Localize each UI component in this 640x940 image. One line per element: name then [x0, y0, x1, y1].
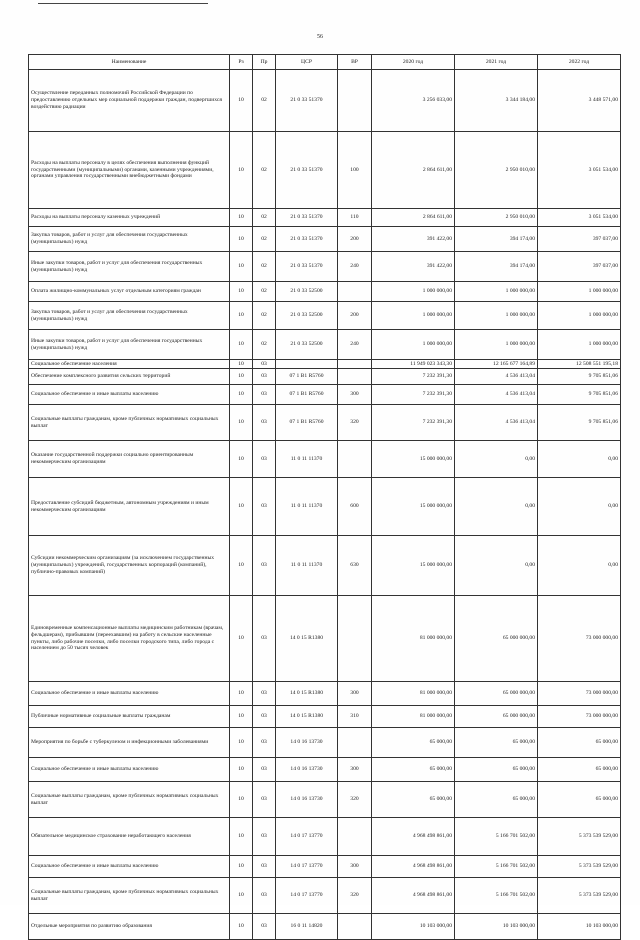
row-vr: [338, 728, 372, 758]
row-amount-2022: 12 508 551 195,18: [538, 360, 621, 369]
row-pr: 03: [253, 706, 276, 728]
header-cell-2021: 2021 год: [455, 55, 538, 70]
row-name: Закупка товаров, работ и услуг для обеспечения государственных (муниципальных) нужд: [29, 302, 230, 330]
row-csr: 14 0 17 13770: [276, 878, 338, 914]
row-amount-2021: 5 166 701 502,00: [455, 818, 538, 856]
row-amount-2020: 65 000,00: [372, 758, 455, 782]
row-csr: 16 0 11 14820: [276, 914, 338, 940]
row-amount-2021: 3 344 184,00: [455, 70, 538, 132]
row-pr: 03: [253, 818, 276, 856]
table-row: [29, 536, 621, 596]
row-amount-2021: 1 000 000,00: [455, 330, 538, 360]
row-pr: 03: [253, 369, 276, 385]
table-row: [29, 596, 621, 682]
row-amount-2021: 394 174,00: [455, 252, 538, 282]
row-vr: [338, 369, 372, 385]
row-name: Иные закупки товаров, работ и услуг для обеспечения государственных (муниципальных) нужд: [29, 330, 230, 360]
row-csr: 14 0 16 13730: [276, 728, 338, 758]
row-name: Социальные выплаты гражданам, кроме публичных нормативных социальных выплат: [29, 782, 230, 818]
row-amount-2020: 81 000 000,00: [372, 682, 455, 706]
row-vr: 630: [338, 536, 372, 596]
page-number: 56: [317, 34, 323, 40]
table-row: [29, 914, 621, 940]
row-pr: 03: [253, 856, 276, 878]
row-amount-2021: 4 536 413,04: [455, 405, 538, 441]
top-rule: [38, 3, 208, 4]
row-rz: 10: [230, 441, 253, 478]
row-amount-2021: 4 536 413,04: [455, 385, 538, 405]
row-name: Мероприятия по борьбе с туберкулезом и инфекционными заболеваниями: [29, 728, 230, 758]
row-csr: 14 0 16 13730: [276, 758, 338, 782]
row-amount-2020: 4 968 498 861,00: [372, 878, 455, 914]
row-rz: 10: [230, 302, 253, 330]
row-name: Предоставление субсидий бюджетным, автономным учреждениям и иным некоммерческим организациям: [29, 478, 230, 536]
header-cell-vr: ВР: [338, 55, 372, 70]
row-csr: 11 0 11 11370: [276, 478, 338, 536]
header-row: [29, 55, 621, 70]
row-amount-2021: 2 950 010,00: [455, 132, 538, 209]
table-row: [29, 441, 621, 478]
row-vr: 320: [338, 405, 372, 441]
row-csr: 07 1 B1 R5760: [276, 385, 338, 405]
row-rz: 10: [230, 818, 253, 856]
row-amount-2020: 11 949 023 343,30: [372, 360, 455, 369]
row-vr: [338, 914, 372, 940]
row-amount-2021: 5 166 701 502,00: [455, 878, 538, 914]
row-rz: 10: [230, 385, 253, 405]
table-row: [29, 405, 621, 441]
row-vr: [338, 282, 372, 302]
header-cell-name: Наименование: [29, 55, 230, 70]
header-cell-rz: Рз: [230, 55, 253, 70]
row-pr: 02: [253, 70, 276, 132]
row-name: Обеспечение комплексного развития сельских территорий: [29, 369, 230, 385]
row-rz: 10: [230, 252, 253, 282]
row-rz: 10: [230, 728, 253, 758]
row-amount-2020: 81 000 000,00: [372, 596, 455, 682]
row-csr: 21 0 33 52500: [276, 302, 338, 330]
row-amount-2020: 7 232 391,30: [372, 405, 455, 441]
row-vr: 100: [338, 132, 372, 209]
row-vr: 240: [338, 330, 372, 360]
row-csr: 14 0 16 13730: [276, 782, 338, 818]
row-rz: 10: [230, 856, 253, 878]
row-amount-2021: 12 165 677 164,89: [455, 360, 538, 369]
table-row: [29, 478, 621, 536]
row-csr: 11 0 11 11370: [276, 536, 338, 596]
row-name: Социальное обеспечение и иные выплаты населению: [29, 682, 230, 706]
row-rz: 10: [230, 132, 253, 209]
row-rz: 10: [230, 282, 253, 302]
table-row: [29, 132, 621, 209]
row-amount-2022: 65 000,00: [538, 728, 621, 758]
row-amount-2021: 1 000 000,00: [455, 302, 538, 330]
row-pr: 02: [253, 209, 276, 227]
row-vr: [338, 818, 372, 856]
budget-table: [28, 54, 621, 940]
row-csr: 21 0 33 52500: [276, 282, 338, 302]
table-body: [29, 70, 621, 940]
row-pr: 03: [253, 385, 276, 405]
row-pr: 03: [253, 782, 276, 818]
row-amount-2022: 1 000 000,00: [538, 282, 621, 302]
row-amount-2020: 15 000 000,00: [372, 536, 455, 596]
row-name: Осуществление переданных полномочий Российской Федерации по предоставлению отдельных мер социальной поддержки граждан, подвергшихся воздействию радиации: [29, 70, 230, 132]
table-row: [29, 818, 621, 856]
row-csr: 07 1 B1 R5760: [276, 369, 338, 385]
row-name: Публичные нормативные социальные выплаты гражданам: [29, 706, 230, 728]
row-amount-2020: 65 000,00: [372, 782, 455, 818]
row-amount-2021: 65 000,00: [455, 782, 538, 818]
row-amount-2020: 15 000 000,00: [372, 478, 455, 536]
table-row: [29, 782, 621, 818]
header-cell-2020: 2020 год: [372, 55, 455, 70]
row-pr: 02: [253, 227, 276, 252]
table-row: [29, 209, 621, 227]
row-name: Единовременные компенсационные выплаты медицинским работникам (врачам, фельдшерам), прибывшим (переехавшим) на работу в сельские населенные пункты, либо рабочие поселки, либо поселки городского типа, либо города с населением до 50 тысяч человек: [29, 596, 230, 682]
row-amount-2022: 0,00: [538, 478, 621, 536]
row-vr: 300: [338, 385, 372, 405]
row-vr: 310: [338, 706, 372, 728]
row-amount-2022: 9 705 851,06: [538, 385, 621, 405]
row-csr: 07 1 B1 R5760: [276, 405, 338, 441]
row-amount-2021: 0,00: [455, 536, 538, 596]
row-csr: 14 0 15 R1380: [276, 596, 338, 682]
row-csr: 21 0 33 51370: [276, 70, 338, 132]
row-vr: [338, 70, 372, 132]
row-amount-2020: 65 000,00: [372, 728, 455, 758]
row-amount-2020: 15 000 000,00: [372, 441, 455, 478]
row-rz: 10: [230, 330, 253, 360]
row-name: Оказание государственной поддержки социально ориентированным некоммерческим организациям: [29, 441, 230, 478]
row-amount-2022: 0,00: [538, 536, 621, 596]
row-amount-2022: 3 051 534,00: [538, 209, 621, 227]
header-cell-2022: 2022 год: [538, 55, 621, 70]
row-name: Оплата жилищно-коммунальных услуг отдельным категориям граждан: [29, 282, 230, 302]
row-csr: 21 0 33 51370: [276, 132, 338, 209]
header-cell-pr: Пр: [253, 55, 276, 70]
row-amount-2020: 81 000 000,00: [372, 706, 455, 728]
row-amount-2022: 65 000,00: [538, 758, 621, 782]
row-rz: 10: [230, 360, 253, 369]
header-cell-csr: ЦСР: [276, 55, 338, 70]
row-vr: 600: [338, 478, 372, 536]
row-amount-2021: 65 000,00: [455, 728, 538, 758]
row-amount-2022: 5 373 539 529,00: [538, 878, 621, 914]
row-pr: 03: [253, 360, 276, 369]
row-vr: [338, 441, 372, 478]
table-row: [29, 227, 621, 252]
row-name: Обязательное медицинское страхование неработающего населения: [29, 818, 230, 856]
row-pr: 03: [253, 536, 276, 596]
row-name: Социальное обеспечение и иные выплаты населению: [29, 758, 230, 782]
table-row: [29, 385, 621, 405]
row-amount-2022: 10 103 000,00: [538, 914, 621, 940]
row-rz: 10: [230, 682, 253, 706]
row-amount-2022: 9 705 851,06: [538, 369, 621, 385]
row-pr: 02: [253, 282, 276, 302]
row-rz: 10: [230, 536, 253, 596]
row-amount-2021: 0,00: [455, 441, 538, 478]
row-amount-2021: 5 166 701 502,00: [455, 856, 538, 878]
row-amount-2020: 10 103 000,00: [372, 914, 455, 940]
row-pr: 02: [253, 302, 276, 330]
row-pr: 03: [253, 914, 276, 940]
table-row: [29, 252, 621, 282]
row-rz: 10: [230, 478, 253, 536]
row-vr: 110: [338, 209, 372, 227]
row-vr: 300: [338, 856, 372, 878]
row-rz: 10: [230, 369, 253, 385]
table-row: [29, 878, 621, 914]
row-name: Социальное обеспечение населения: [29, 360, 230, 369]
row-pr: 03: [253, 728, 276, 758]
row-amount-2022: 73 000 000,00: [538, 682, 621, 706]
table-row: [29, 282, 621, 302]
row-name: Социальные выплаты гражданам, кроме публичных нормативных социальных выплат: [29, 878, 230, 914]
row-name: Субсидии некоммерческим организациям (за исключением государственных (муниципальных) учреждений, государственных корпораций (компаний), публично-правовых компаний): [29, 536, 230, 596]
row-csr: 21 0 33 51370: [276, 209, 338, 227]
row-name: Иные закупки товаров, работ и услуг для обеспечения государственных (муниципальных) нужд: [29, 252, 230, 282]
row-csr: 11 0 11 11370: [276, 441, 338, 478]
row-rz: 10: [230, 914, 253, 940]
row-pr: 02: [253, 252, 276, 282]
row-csr: 14 0 15 R1380: [276, 706, 338, 728]
table-row: [29, 302, 621, 330]
row-vr: 300: [338, 758, 372, 782]
row-name: Расходы на выплаты персоналу в целях обеспечения выполнения функций государственными (муниципальными) органами, казенными учреждениями, органами управления государственными внебюджетными фондами: [29, 132, 230, 209]
row-rz: 10: [230, 596, 253, 682]
row-csr: 21 0 33 51370: [276, 227, 338, 252]
table-row: [29, 706, 621, 728]
row-amount-2020: 7 232 391,30: [372, 369, 455, 385]
row-name: Социальное обеспечение и иные выплаты населению: [29, 856, 230, 878]
row-amount-2020: 4 968 498 861,00: [372, 856, 455, 878]
row-amount-2021: 0,00: [455, 478, 538, 536]
table-row: [29, 360, 621, 369]
row-amount-2021: 2 950 010,00: [455, 209, 538, 227]
row-vr: 300: [338, 682, 372, 706]
row-amount-2020: 2 864 611,00: [372, 132, 455, 209]
row-name: Социальное обеспечение и иные выплаты населению: [29, 385, 230, 405]
row-rz: 10: [230, 878, 253, 914]
row-pr: 03: [253, 596, 276, 682]
row-vr: 200: [338, 227, 372, 252]
row-name: Расходы на выплаты персоналу казенных учреждений: [29, 209, 230, 227]
row-amount-2022: 1 000 000,00: [538, 330, 621, 360]
table-row: [29, 70, 621, 132]
row-amount-2022: 65 000,00: [538, 782, 621, 818]
row-amount-2021: 65 000 000,00: [455, 596, 538, 682]
row-pr: 03: [253, 441, 276, 478]
row-amount-2021: 394 174,00: [455, 227, 538, 252]
row-amount-2021: 65 000 000,00: [455, 682, 538, 706]
row-pr: 03: [253, 758, 276, 782]
row-csr: 14 0 17 13770: [276, 856, 338, 878]
row-amount-2022: 73 000 000,00: [538, 596, 621, 682]
row-pr: 03: [253, 478, 276, 536]
row-amount-2020: 1 000 000,00: [372, 330, 455, 360]
row-amount-2020: 4 968 498 861,00: [372, 818, 455, 856]
row-pr: 02: [253, 330, 276, 360]
row-vr: 240: [338, 252, 372, 282]
row-amount-2021: 10 103 000,00: [455, 914, 538, 940]
row-amount-2020: 391 422,00: [372, 227, 455, 252]
table-row: [29, 728, 621, 758]
row-amount-2020: 1 000 000,00: [372, 302, 455, 330]
row-amount-2021: 1 000 000,00: [455, 282, 538, 302]
row-amount-2020: 7 232 391,30: [372, 385, 455, 405]
row-name: Закупка товаров, работ и услуг для обеспечения государственных (муниципальных) нужд: [29, 227, 230, 252]
row-pr: 02: [253, 132, 276, 209]
row-rz: 10: [230, 209, 253, 227]
row-rz: 10: [230, 706, 253, 728]
table-row: [29, 856, 621, 878]
row-csr: 14 0 15 R1380: [276, 682, 338, 706]
row-amount-2022: 0,00: [538, 441, 621, 478]
row-csr: 14 0 17 13770: [276, 818, 338, 856]
row-vr: [338, 596, 372, 682]
row-csr: [276, 360, 338, 369]
row-vr: [338, 360, 372, 369]
row-amount-2021: 4 536 413,04: [455, 369, 538, 385]
row-vr: 200: [338, 302, 372, 330]
row-rz: 10: [230, 70, 253, 132]
row-amount-2022: 3 051 534,00: [538, 132, 621, 209]
row-amount-2020: 1 000 000,00: [372, 282, 455, 302]
row-amount-2020: 2 864 611,00: [372, 209, 455, 227]
row-amount-2022: 9 705 851,06: [538, 405, 621, 441]
row-csr: 21 0 33 51370: [276, 252, 338, 282]
row-amount-2022: 1 000 000,00: [538, 302, 621, 330]
row-amount-2021: 65 000,00: [455, 758, 538, 782]
table-row: [29, 758, 621, 782]
row-rz: 10: [230, 758, 253, 782]
row-name: Отдельные мероприятия по развитию образования: [29, 914, 230, 940]
row-name: Социальные выплаты гражданам, кроме публичных нормативных социальных выплат: [29, 405, 230, 441]
row-vr: 320: [338, 878, 372, 914]
row-csr: 21 0 33 52500: [276, 330, 338, 360]
row-rz: 10: [230, 227, 253, 252]
row-amount-2022: 3 448 571,00: [538, 70, 621, 132]
row-rz: 10: [230, 405, 253, 441]
row-vr: 320: [338, 782, 372, 818]
row-amount-2021: 65 000 000,00: [455, 706, 538, 728]
table-row: [29, 682, 621, 706]
table-row: [29, 330, 621, 360]
row-pr: 03: [253, 878, 276, 914]
row-amount-2022: 5 373 539 529,00: [538, 818, 621, 856]
row-pr: 03: [253, 682, 276, 706]
row-amount-2022: 73 000 000,00: [538, 706, 621, 728]
row-amount-2020: 3 256 033,00: [372, 70, 455, 132]
row-amount-2022: 397 037,00: [538, 227, 621, 252]
row-rz: 10: [230, 782, 253, 818]
row-amount-2020: 391 422,00: [372, 252, 455, 282]
row-amount-2022: 5 373 539 529,00: [538, 856, 621, 878]
table-row: [29, 369, 621, 385]
row-pr: 03: [253, 405, 276, 441]
row-amount-2022: 397 037,00: [538, 252, 621, 282]
